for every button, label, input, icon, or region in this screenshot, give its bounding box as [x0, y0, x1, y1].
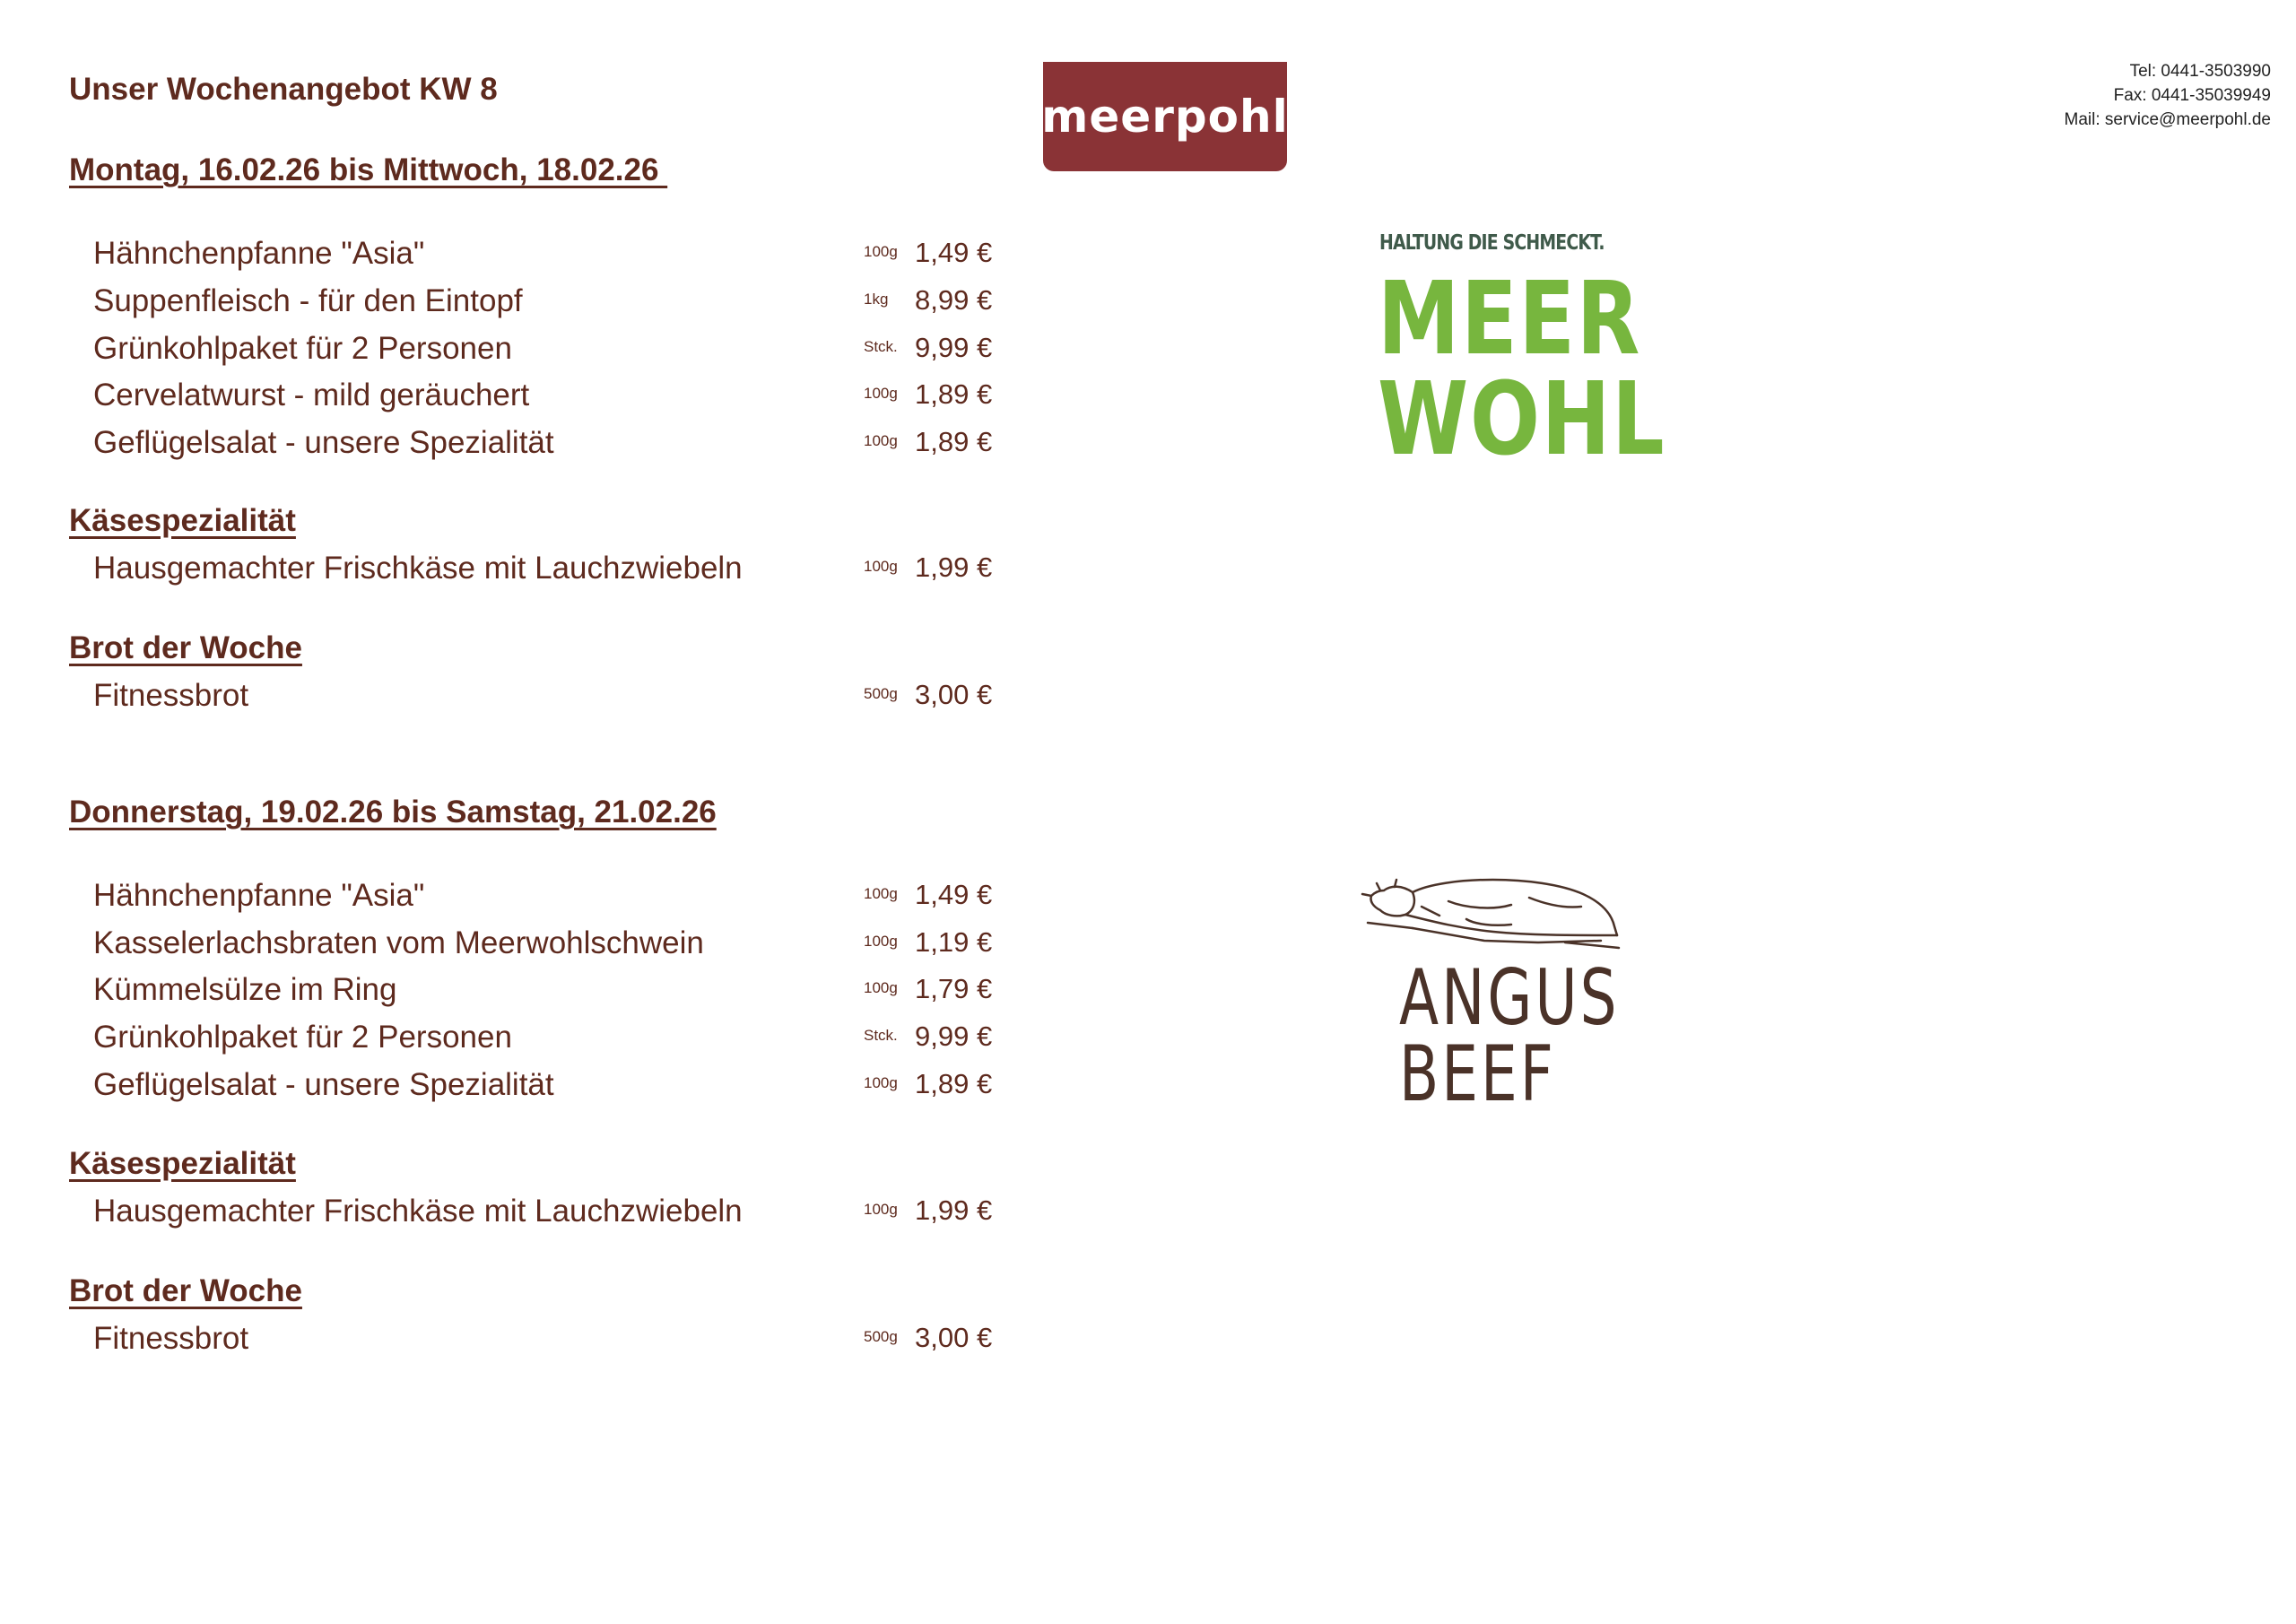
bread-item-unit: 500g [864, 685, 898, 702]
angus-logo-line1: ANGUS [1399, 953, 1620, 1043]
offer-item-price: 1,49 € [915, 237, 993, 268]
offer-item-unit: 1kg [864, 291, 889, 308]
bread-item-price: 3,00 € [915, 679, 993, 710]
offer-item-price: 1,19 € [915, 926, 993, 958]
bread-item-name: Fitnessbrot [93, 678, 249, 713]
offer-item-price: 1,49 € [915, 879, 993, 910]
offer-item-name: Cervelatwurst - mild geräuchert [93, 378, 530, 413]
cow-sketch-icon [1359, 865, 1628, 955]
offer-item-name: Kasselerlachsbraten vom Meerwohlschwein [93, 925, 704, 960]
contact-info [2065, 59, 2272, 132]
offer-item-unit: Stck. [864, 1027, 898, 1044]
period-heading: Donnerstag, 19.02.26 bis Samstag, 21.02.26 [69, 795, 717, 829]
contact-mail: Mail: service@meerpohl.de [2064, 110, 2271, 129]
offer-item-unit: Stck. [864, 338, 898, 355]
offer-item-price: 9,99 € [915, 332, 993, 363]
offer-item-name: Suppenfleisch - für den Eintopf [93, 283, 523, 318]
meerwohl-logo-line1: MEER [1378, 261, 1642, 378]
offer-item-unit: 100g [864, 885, 898, 902]
offer-item-unit: 100g [864, 1074, 898, 1091]
offer-item-unit: 100g [864, 432, 898, 449]
meerwohl-logo-line2: WOHL [1378, 361, 1666, 478]
offer-item-name: Kümmelsülze im Ring [93, 972, 397, 1007]
meerpohl-logo [1043, 62, 1287, 171]
offer-item-unit: 100g [864, 933, 898, 950]
offer-item-price: 1,89 € [915, 378, 993, 410]
contact-tel: Tel: 0441-3503990 [2129, 62, 2271, 81]
angus-logo-line2: BEEF [1399, 1029, 1556, 1119]
bread-item-price: 3,00 € [915, 1322, 993, 1353]
cheese-heading: Käsespezialität [69, 1146, 296, 1181]
offer-item-unit: 100g [864, 243, 898, 260]
offer-item-price: 1,79 € [915, 973, 993, 1004]
cheese-item-price: 1,99 € [915, 551, 993, 583]
offer-item-price: 1,89 € [915, 426, 993, 457]
offer-item-price: 9,99 € [915, 1020, 993, 1052]
cheese-heading: Käsespezialität [69, 503, 296, 538]
cheese-item-price: 1,99 € [915, 1194, 993, 1226]
bread-heading: Brot der Woche [69, 630, 302, 665]
bread-item-unit: 500g [864, 1328, 898, 1345]
offer-item-price: 8,99 € [915, 284, 993, 316]
cheese-item-unit: 100g [864, 558, 898, 575]
offer-item-name: Geflügelsalat - unsere Spezialität [93, 1067, 554, 1102]
offer-item-price: 1,89 € [915, 1068, 993, 1099]
period-heading: Montag, 16.02.26 bis Mittwoch, 18.02.26 [69, 152, 668, 187]
offer-item-name: Hähnchenpfanne "Asia" [93, 878, 425, 913]
contact-fax: Fax: 0441-35039949 [2113, 86, 2271, 105]
meerwohl-tagline: HALTUNG DIE SCHMECKT. [1379, 231, 1605, 255]
cheese-item-name: Hausgemachter Frischkäse mit Lauchzwiebeln [93, 551, 743, 586]
offer-item-unit: 100g [864, 385, 898, 402]
bread-item-name: Fitnessbrot [93, 1321, 249, 1356]
offer-item-name: Geflügelsalat - unsere Spezialität [93, 425, 554, 460]
offer-item-unit: 100g [864, 979, 898, 996]
offer-item-name: Hähnchenpfanne "Asia" [93, 236, 425, 271]
page-title: Unser Wochenangebot KW 8 [69, 72, 498, 107]
offer-item-name: Grünkohlpaket für 2 Personen [93, 331, 512, 366]
offer-item-name: Grünkohlpaket für 2 Personen [93, 1020, 512, 1055]
bread-heading: Brot der Woche [69, 1273, 302, 1308]
cheese-item-name: Hausgemachter Frischkäse mit Lauchzwiebeln [93, 1194, 743, 1229]
cheese-item-unit: 100g [864, 1201, 898, 1218]
logo-text: meerpohl [1041, 91, 1289, 143]
